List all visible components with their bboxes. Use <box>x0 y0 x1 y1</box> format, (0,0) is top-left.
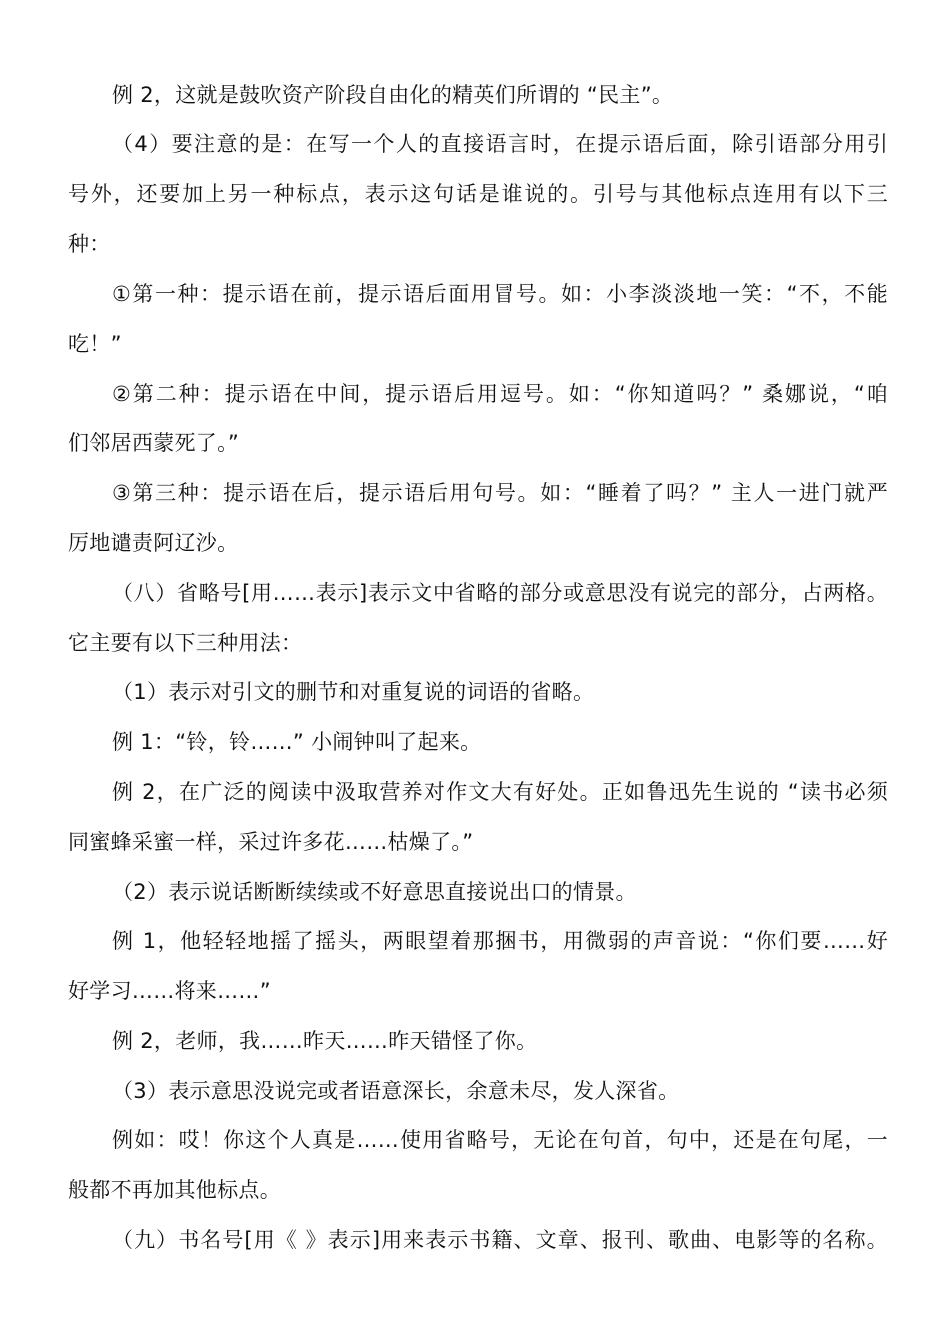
text-line: （1）表示对引文的删节和对重复说的词语的省略。 <box>112 680 595 704</box>
text-line: ②第二种：提示语在中间，提示语后用逗号。如：“你知道吗？” 桑娜说，“咱 <box>112 382 888 406</box>
text-line: （2）表示说话断断续续或不好意思直接说出口的情景。 <box>112 880 637 904</box>
text-line: （3）表示意思没说完或者语意深长，余意未尽，发人深省。 <box>112 1079 680 1103</box>
text-line: ①第一种：提示语在前，提示语后面用冒号。如：小李淡淡地一笑：“不，不能 <box>112 282 888 306</box>
text-line: 例如：哎！你这个人真是……使用省略号，无论在句首，句中，还是在句尾，一 <box>112 1128 888 1152</box>
text-line: （4）要注意的是：在写一个人的直接语言时，在提示语后面，除引语部分用引 <box>112 132 888 156</box>
text-line: 例 2，在广泛的阅读中汲取营养对作文大有好处。正如鲁迅先生说的 “读书必须 <box>112 780 888 804</box>
text-line: （八）省略号[用……表示]表示文中省略的部分或意思没有说完的部分，占两格。 <box>112 581 888 605</box>
text-line: 吃！” <box>68 332 122 356</box>
text-line: 例 1：“铃，铃……” 小闹钟叫了起来。 <box>112 730 482 754</box>
text-line: 例 2，这就是鼓吹资产阶段自由化的精英们所谓的 “民主”。 <box>112 83 674 107</box>
text-line: 种： <box>68 232 111 256</box>
text-line: 它主要有以下三种用法： <box>68 631 303 655</box>
text-line: 们邻居西蒙死了。” <box>68 431 240 455</box>
text-line: ③第三种：提示语在后，提示语后用句号。如：“睡着了吗？” 主人一进门就严 <box>112 481 888 505</box>
text-line: 厉地谴责阿辽沙。 <box>68 531 239 555</box>
text-line: 号外，还要加上另一种标点，表示这句话是谁说的。引号与其他标点连用有以下三 <box>68 182 888 206</box>
text-line: 般都不再加其他标点。 <box>68 1178 281 1202</box>
text-line: 例 1，他轻轻地摇了摇头，两眼望着那捆书，用微弱的声音说：“你们要……好 <box>112 929 888 953</box>
text-line: 例 2，老师，我……昨天……昨天错怪了你。 <box>112 1029 538 1053</box>
text-line: 同蜜蜂采蜜一样，采过许多花……枯燥了。” <box>68 830 474 854</box>
text-line: （九）书名号[用《 》表示]用来表示书籍、文章、报刊、歌曲、电影等的名称。 <box>112 1228 888 1252</box>
text-line: 好学习……将来……” <box>68 979 271 1003</box>
